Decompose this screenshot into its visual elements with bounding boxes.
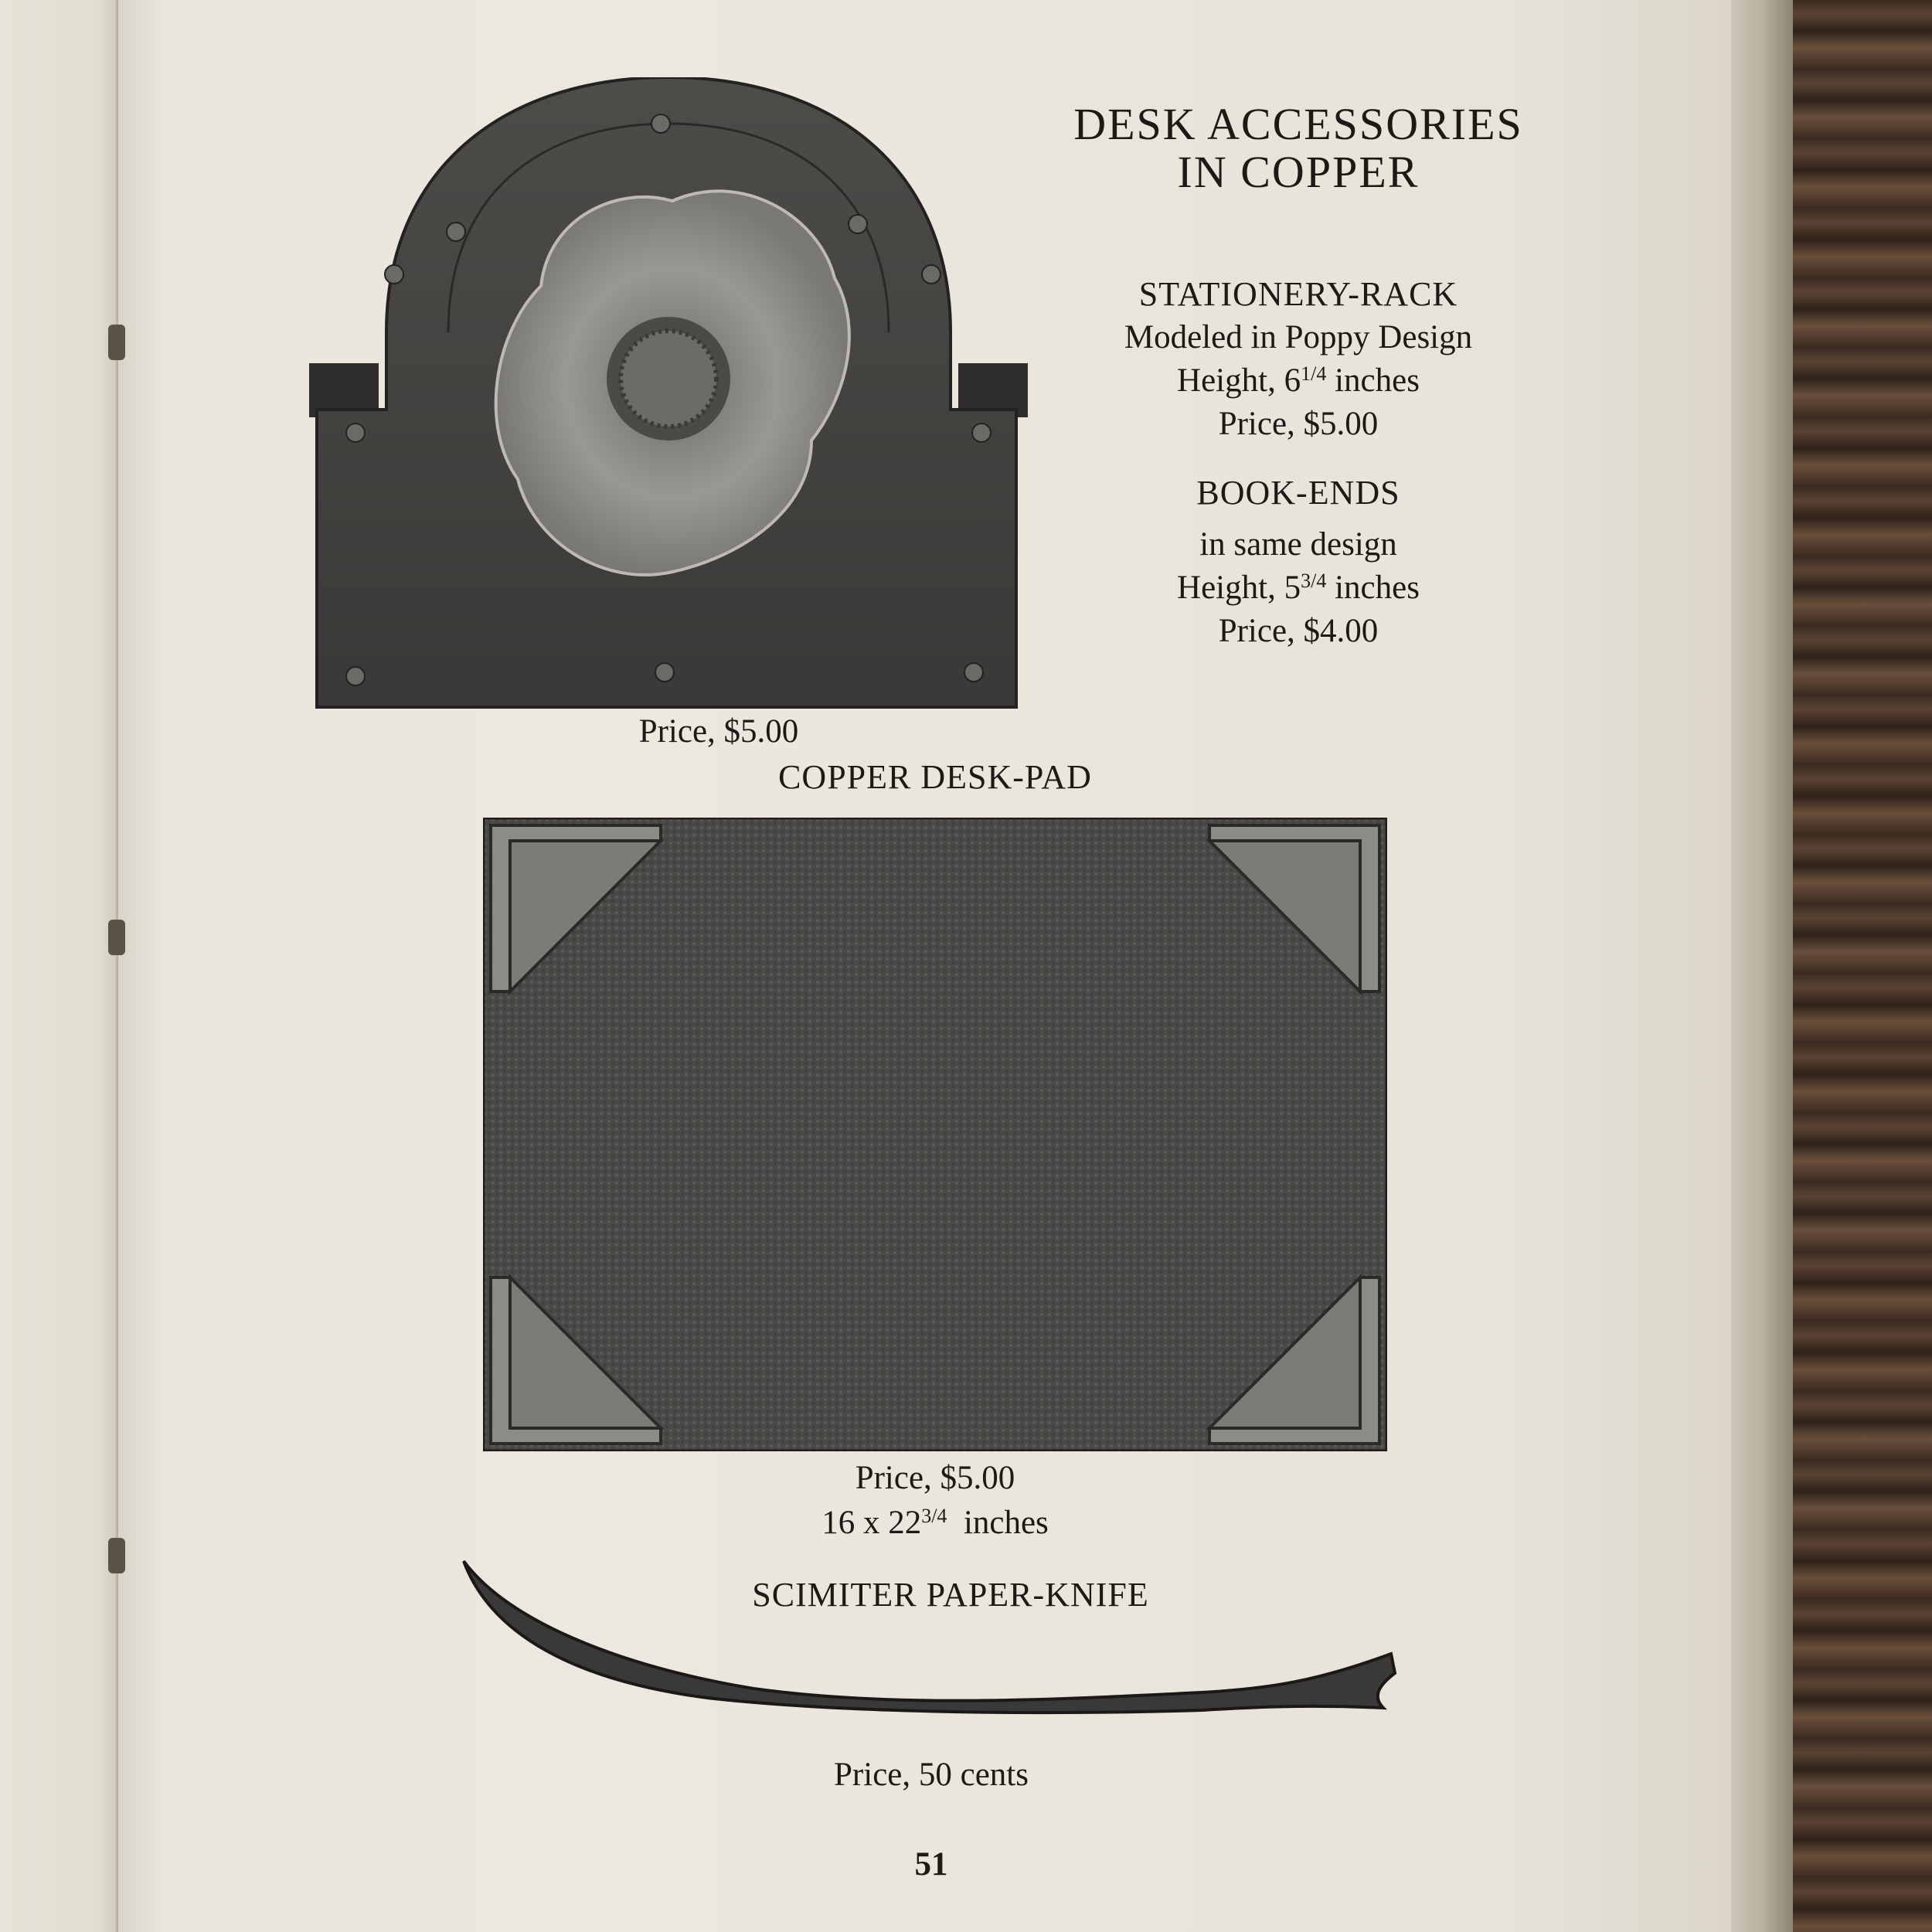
page-number: 51 (914, 1846, 948, 1883)
stationery-rack-price: Price, $5.00 (1218, 406, 1379, 442)
page-title-line1: DESK ACCESSORIES (1073, 99, 1523, 149)
paper-knife-illustration (460, 1557, 1403, 1716)
desk-pad-size: 16 x $22^{3/4}$ inches (821, 1505, 1049, 1541)
stationery-rack-design: Modeled in Poppy Design (1124, 319, 1473, 355)
stationery-rack-illustration (309, 77, 1028, 711)
binding-staple (108, 920, 125, 955)
stationery-rack-name: STATIONERY-RACK (1138, 275, 1458, 313)
desk-pad-price: Price, $5.00 (855, 1460, 1015, 1496)
stationery-rack-image-price: Price, $5.00 (638, 713, 799, 750)
desk-pad-name: COPPER DESK-PAD (778, 758, 1092, 796)
left-page-sliver (0, 0, 124, 1932)
book-ends-height: Height, $5^{3/4}$ inches (1177, 570, 1420, 606)
book-ends-price: Price, $4.00 (1218, 613, 1379, 649)
desk-pad-illustration (483, 818, 1387, 1451)
binding-staple (108, 325, 125, 360)
paper-knife-name: SCIMITER PAPER-KNIFE (752, 1576, 1149, 1614)
wood-table-background (1777, 0, 1932, 1932)
page-title-line2: IN COPPER (1177, 147, 1420, 197)
paper-knife-price: Price, 50 cents (834, 1757, 1029, 1793)
book-ends-name: BOOK-ENDS (1196, 474, 1400, 512)
gutter-line (116, 0, 118, 1932)
stationery-rack-height: Height, $6^{1/4}$ inches (1177, 362, 1420, 399)
binding-staple (108, 1538, 125, 1573)
book-ends-design: in same design (1199, 526, 1397, 563)
